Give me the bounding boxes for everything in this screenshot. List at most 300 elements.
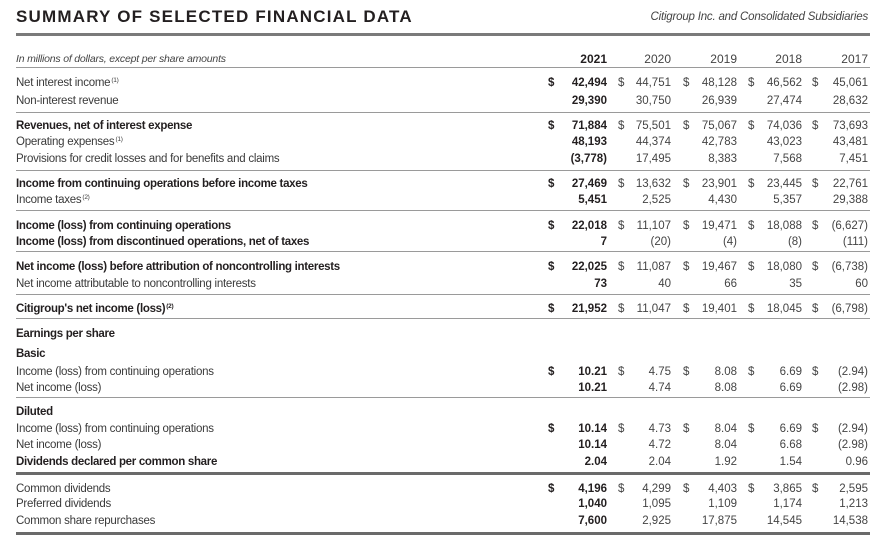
row-label-text: Income (loss) from continuing operations [16,220,231,232]
table-row [0,421,886,437]
value-2018 [748,176,802,192]
row-label [16,75,119,91]
amount: 73,693 [832,120,868,132]
amount: 4.73 [648,423,671,435]
row-label [16,496,111,512]
amount: (2.98) [837,382,868,394]
value-2020 [618,151,671,167]
value-2019 [683,481,737,497]
table-row [0,437,886,453]
amount: 13,632 [635,178,671,190]
value-2017 [812,364,868,380]
value-2020 [618,134,671,150]
currency-symbol: $ [683,261,690,273]
row-label-text: Income (loss) from continuing operations [16,366,214,378]
value-2021 [548,496,607,512]
currency-symbol: $ [548,178,555,190]
amount: 2.04 [648,456,671,468]
currency-symbol: $ [548,120,555,132]
value-2020 [618,301,671,317]
footnote-marker: (1) [115,136,123,143]
value-2021 [548,454,607,470]
amount: (6,738) [831,261,868,273]
value-2019 [683,421,737,437]
row-label [16,93,118,109]
row-label [16,259,340,275]
value-2017 [812,454,868,470]
currency-symbol: $ [548,220,555,232]
currency-symbol: $ [548,303,555,315]
value-2019 [683,437,737,453]
value-2021 [548,421,607,437]
amount: (111) [842,236,868,248]
table-row [0,176,886,192]
currency-symbol: $ [748,303,755,315]
amount: 1,213 [839,498,868,510]
value-2018 [748,421,802,437]
value-2020 [618,218,671,234]
value-2021 [548,234,607,250]
row-label [16,454,217,470]
value-2020 [618,513,671,529]
amount: 10.21 [578,366,607,378]
amount: 23,445 [766,178,802,190]
amount: 75,501 [635,120,671,132]
currency-symbol: $ [812,120,819,132]
table-row [0,364,886,380]
currency-symbol: $ [748,261,755,273]
value-2021 [548,218,607,234]
amount: 19,401 [701,303,737,315]
table-row [0,404,886,420]
value-2019 [683,380,737,396]
row-label [16,513,155,529]
value-2021 [548,93,607,109]
value-2021 [548,276,607,292]
amount: 43,481 [832,136,868,148]
value-2017 [812,93,868,109]
row-label-text: Net income attributable to noncontrolling interests [16,278,256,290]
amount: 4,430 [708,194,737,206]
row-label [16,192,90,208]
table-row [0,134,886,150]
currency-symbol: $ [683,120,690,132]
currency-symbol: $ [683,220,690,232]
table-divider [16,397,870,398]
table-row [0,380,886,396]
amount: 4,196 [578,483,607,495]
row-label-text: Provisions for credit losses and for benefits and claims [16,153,280,165]
value-2020 [618,421,671,437]
value-2019 [683,513,737,529]
table-divider [16,294,870,295]
amount: 2,595 [839,483,868,495]
value-2017 [812,496,868,512]
amount: 27,474 [766,95,802,107]
amount: 21,952 [571,303,607,315]
amount: 30,750 [635,95,671,107]
year-header-2020: 2020 [644,52,671,66]
currency-symbol: $ [683,178,690,190]
row-label-text: Net income (loss) [16,382,102,394]
currency-symbol: $ [812,178,819,190]
currency-symbol: $ [683,366,690,378]
currency-symbol: $ [683,423,690,435]
amount: 26,939 [701,95,737,107]
value-2020 [618,118,671,134]
amount: 17,875 [701,515,737,527]
currency-symbol: $ [618,178,625,190]
table-divider [16,251,870,252]
row-label [16,276,256,292]
currency-symbol: $ [548,366,555,378]
amount: 1,174 [773,498,802,510]
currency-symbol: $ [618,220,625,232]
amount: 27,469 [571,178,607,190]
currency-symbol: $ [748,77,755,89]
table-divider [16,210,870,211]
amount: 60 [855,278,868,290]
value-2019 [683,134,737,150]
value-2021 [548,75,607,91]
amount: (6,627) [831,220,868,232]
amount: 7,568 [773,153,802,165]
amount: 44,751 [635,77,671,89]
amount: 6.69 [779,423,802,435]
value-2018 [748,276,802,292]
value-2017 [812,513,868,529]
value-2017 [812,301,868,317]
row-label-text: Revenues, net of interest expense [16,120,193,132]
amount: 40 [658,278,671,290]
value-2020 [618,75,671,91]
amount: 1.54 [779,456,802,468]
row-label [16,218,231,234]
row-label-text: Citigroup's net income (loss) [16,303,166,315]
amount: 46,562 [766,77,802,89]
currency-symbol: $ [748,483,755,495]
value-2018 [748,93,802,109]
row-label [16,118,192,134]
amount: 22,025 [571,261,607,273]
amount: 48,193 [571,136,607,148]
currency-symbol: $ [748,120,755,132]
amount: 11,087 [636,261,671,273]
value-2017 [812,176,868,192]
amount: 19,467 [701,261,737,273]
row-label-text: Earnings per share [16,328,115,340]
amount: (2.98) [837,439,868,451]
row-label [16,481,110,497]
value-2018 [748,437,802,453]
value-2020 [618,192,671,208]
amount: (20) [650,236,671,248]
value-2019 [683,93,737,109]
amount: 5,357 [773,194,802,206]
amount: 22,761 [832,178,868,190]
amount: 42,783 [701,136,737,148]
amount: 18,045 [766,303,802,315]
year-header-2018: 2018 [775,52,802,66]
value-2019 [683,454,737,470]
amount: 1,109 [708,498,737,510]
value-2017 [812,437,868,453]
value-2020 [618,364,671,380]
row-label-text: Net interest income [16,77,111,89]
amount: 19,471 [701,220,737,232]
table-divider [16,318,870,319]
value-2017 [812,234,868,250]
value-2017 [812,134,868,150]
amount: (8) [787,236,802,248]
value-2018 [748,454,802,470]
amount: 2,525 [642,194,671,206]
table-divider [16,67,870,68]
table-divider [16,532,870,535]
year-header-2017: 2017 [841,52,868,66]
table-row [0,192,886,208]
value-2019 [683,276,737,292]
year-header-2019: 2019 [710,52,737,66]
row-label [16,346,45,362]
row-label-text: Income (loss) from continuing operations [16,423,214,435]
table-row [0,481,886,497]
amount: (3,778) [570,153,607,165]
value-2019 [683,301,737,317]
value-2020 [618,93,671,109]
value-2019 [683,118,737,134]
value-2018 [748,134,802,150]
amount: 6.69 [779,382,802,394]
value-2021 [548,364,607,380]
row-label-text: Net income (loss) before attribution of noncontrolling interests [16,261,340,273]
amount: 1,040 [578,498,607,510]
value-2021 [548,259,607,275]
table-divider [16,170,870,171]
value-2021 [548,301,607,317]
row-label-text: Operating expenses [16,136,115,148]
currency-symbol: $ [812,303,819,315]
units-note: In millions of dollars, except per share amounts [16,53,226,65]
amount: 44,374 [635,136,671,148]
value-2017 [812,481,868,497]
amount: 4,299 [642,483,671,495]
value-2019 [683,234,737,250]
value-2019 [683,176,737,192]
currency-symbol: $ [548,423,555,435]
currency-symbol: $ [618,77,625,89]
amount: 2,925 [642,515,671,527]
currency-symbol: $ [618,483,625,495]
amount: 6.69 [779,366,802,378]
value-2018 [748,259,802,275]
currency-symbol: $ [812,261,819,273]
value-2018 [748,118,802,134]
value-2021 [548,151,607,167]
value-2018 [748,496,802,512]
amount: (4) [722,236,737,248]
value-2017 [812,75,868,91]
amount: 18,080 [766,261,802,273]
value-2019 [683,259,737,275]
amount: 8.08 [714,382,737,394]
amount: 45,061 [832,77,868,89]
amount: 4,403 [708,483,737,495]
row-label-text: Preferred dividends [16,498,111,510]
amount: 14,538 [832,515,868,527]
amount: 48,128 [701,77,737,89]
amount: 14,545 [766,515,802,527]
amount: 7 [600,236,607,248]
table-row [0,326,886,342]
footnote-marker: (2) [166,303,174,310]
currency-symbol: $ [683,77,690,89]
amount: 17,495 [635,153,671,165]
currency-symbol: $ [618,366,625,378]
value-2021 [548,192,607,208]
value-2020 [618,176,671,192]
value-2019 [683,218,737,234]
value-2021 [548,437,607,453]
value-2021 [548,380,607,396]
row-label-text: Common dividends [16,483,111,495]
value-2018 [748,301,802,317]
amount: 1.92 [714,456,737,468]
amount: 7,600 [578,515,607,527]
currency-symbol: $ [618,120,625,132]
currency-symbol: $ [548,261,555,273]
currency-symbol: $ [683,483,690,495]
amount: (6,798) [831,303,868,315]
currency-symbol: $ [548,483,555,495]
amount: 42,494 [571,77,607,89]
table-row [0,151,886,167]
amount: 8.04 [714,423,737,435]
amount: 35 [789,278,802,290]
value-2019 [683,151,737,167]
table-row [0,454,886,470]
value-2018 [748,151,802,167]
row-label [16,326,115,342]
row-label [16,134,123,150]
row-label [16,421,214,437]
value-2020 [618,380,671,396]
amount: 74,036 [766,120,802,132]
amount: 10.21 [578,382,607,394]
value-2018 [748,218,802,234]
value-2021 [548,481,607,497]
table-row [0,75,886,91]
value-2017 [812,276,868,292]
value-2018 [748,192,802,208]
value-2020 [618,259,671,275]
amount: 73 [594,278,607,290]
value-2019 [683,75,737,91]
row-label-text: Diluted [16,406,53,418]
amount: 10.14 [578,423,607,435]
amount: 7,451 [839,153,868,165]
row-label [16,234,309,250]
currency-symbol: $ [812,220,819,232]
value-2018 [748,481,802,497]
value-2021 [548,134,607,150]
table-row [0,496,886,512]
value-2019 [683,192,737,208]
amount: 3,865 [773,483,802,495]
amount: 11,047 [636,303,671,315]
currency-symbol: $ [618,423,625,435]
row-label-text: Common share repurchases [16,515,156,527]
value-2020 [618,496,671,512]
value-2017 [812,259,868,275]
value-2020 [618,234,671,250]
value-2020 [618,437,671,453]
value-2020 [618,481,671,497]
amount: 0.96 [845,456,868,468]
footnote-marker: (2) [82,194,90,201]
value-2018 [748,75,802,91]
row-label-text: Income from continuing operations before income taxes [16,178,308,190]
value-2017 [812,421,868,437]
amount: (2.94) [837,423,868,435]
currency-symbol: $ [812,483,819,495]
amount: 8.04 [714,439,737,451]
value-2017 [812,118,868,134]
amount: 10.14 [578,439,607,451]
value-2019 [683,496,737,512]
row-label [16,151,279,167]
row-label-text: Basic [16,348,46,360]
currency-symbol: $ [618,303,625,315]
amount: 1,095 [642,498,671,510]
amount: 8.08 [714,366,737,378]
row-label-text: Net income (loss) [16,439,102,451]
amount: 8,383 [708,153,737,165]
table-row [0,118,886,134]
table-row [0,301,886,317]
value-2017 [812,192,868,208]
amount: (2.94) [837,366,868,378]
amount: 71,884 [571,120,607,132]
table-divider [16,112,870,113]
row-label-text: Income taxes [16,194,82,206]
value-2017 [812,218,868,234]
value-2020 [618,276,671,292]
page-subtitle: Citigroup Inc. and Consolidated Subsidiaries [650,11,868,23]
amount: 6.68 [779,439,802,451]
table-row [0,276,886,292]
page-title: SUMMARY OF SELECTED FINANCIAL DATA [16,7,413,26]
currency-symbol: $ [748,178,755,190]
currency-symbol: $ [748,220,755,232]
row-label [16,301,173,317]
currency-symbol: $ [548,77,555,89]
value-2017 [812,151,868,167]
value-2018 [748,380,802,396]
amount: 5,451 [578,194,607,206]
value-2018 [748,364,802,380]
value-2018 [748,513,802,529]
row-label [16,176,307,192]
currency-symbol: $ [618,261,625,273]
amount: 4.72 [648,439,671,451]
amount: 11,107 [636,220,671,232]
amount: 66 [724,278,737,290]
amount: 28,632 [832,95,868,107]
value-2021 [548,118,607,134]
row-label [16,364,214,380]
table-row [0,93,886,109]
